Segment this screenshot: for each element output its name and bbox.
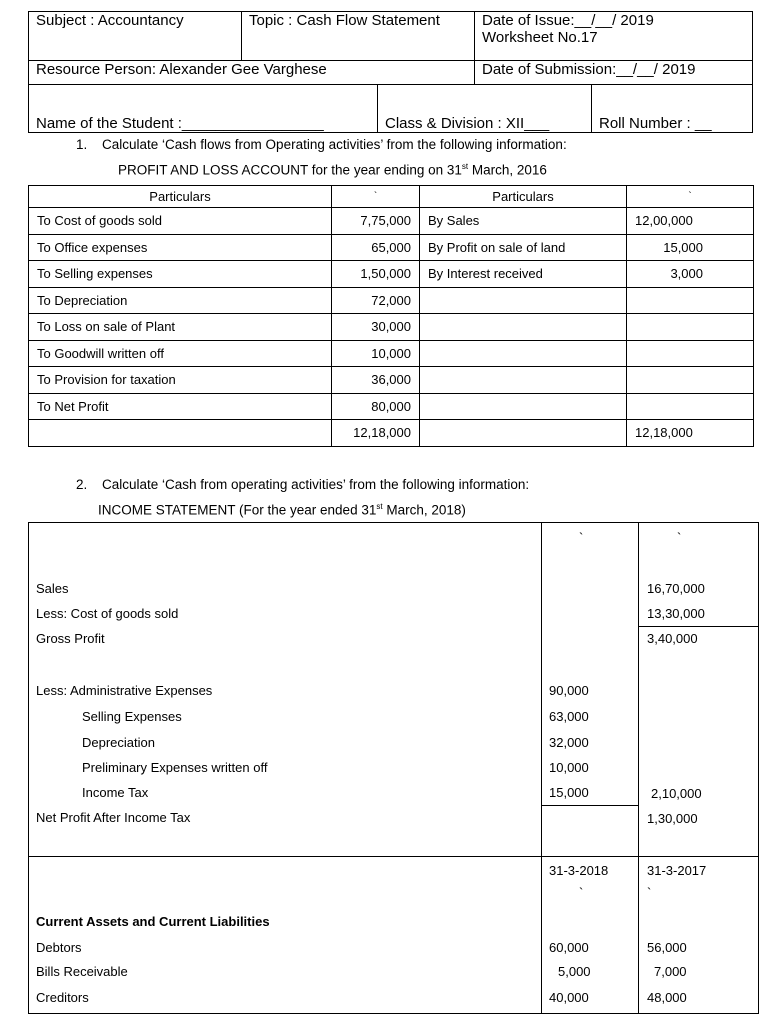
sales-label: Sales [36,581,69,596]
class-cell [378,85,592,133]
subject-cell [29,12,242,61]
expense-label: Preliminary Expenses written off [82,760,268,775]
submission-cell [475,61,753,85]
total-row [29,420,754,447]
date-col-2018: 31-3-2018 [549,863,609,878]
class-division: Class & Division : XII___ [385,115,550,132]
resource-person-cell [29,61,475,85]
amount-tick: ` [677,530,682,545]
ca-2017: 48,000 [647,990,687,1005]
table-row: To Cost of goods sold 7,75,000 By Sales 12,00,000 [29,208,754,235]
date-of-submission: Date of Submission:__/__/ 2019 [482,61,696,78]
roll-cell [592,85,753,133]
worksheet-number: Worksheet No.17 [482,29,598,46]
table-row: To Selling expenses 1,50,000 By Interest received 3,000 [29,261,754,288]
student-name: Name of the Student :_________________ [36,115,324,132]
amount-tick: ` [579,530,584,545]
roll-number: Roll Number : __ [599,115,712,132]
ca-label: Debtors [36,940,82,955]
date-of-issue: Date of Issue:__/__/ 2019 [482,12,654,29]
expense-label: Less: Administrative Expenses [36,683,213,698]
worksheet-header [28,11,753,61]
expense-label: Depreciation [82,735,155,750]
pl-title: PROFIT AND LOSS ACCOUNT for the year ending on 31st March, 2016 [118,162,547,178]
ca-label: Creditors [36,990,89,1005]
table-row: To Goodwill written off 10,000 [29,340,754,367]
amount-tick: ` [647,885,652,900]
ca-2018: 40,000 [549,990,589,1005]
expense-amount: 90,000 [549,683,589,698]
question-text: Calculate ‘Cash flows from Operating activities’ from the following information: [102,137,567,152]
table-header-row [29,186,754,208]
net-profit-label: Net Profit After Income Tax [36,810,191,825]
resource-person: Resource Person: Alexander Gee Varghese [36,61,327,78]
debit-particulars-header: Particulars [29,186,332,208]
cogs-amount: 13,30,000 [647,606,705,621]
amount-tick: ` [579,885,584,900]
student-row [28,84,753,133]
credit-particulars-header: Particulars [420,186,627,208]
gross-profit-label: Gross Profit [36,631,105,646]
debit-amount-header: ` [332,186,420,208]
sales-amount: 16,70,000 [647,581,705,596]
expenses-total: 2,10,000 [651,786,702,801]
expense-amount: 15,000 [549,785,589,800]
ca-2018: 60,000 [549,940,589,955]
table-row: To Net Profit 80,000 [29,393,754,420]
question-number: 1. [76,137,88,152]
income-statement-title: INCOME STATEMENT (For the year ended 31st March, 2018) [98,502,466,518]
expense-label: Income Tax [82,785,149,800]
cogs-label: Less: Cost of goods sold [36,606,179,621]
net-profit-amount: 1,30,000 [647,811,698,826]
ca-2017: 56,000 [647,940,687,955]
expense-amount: 63,000 [549,709,589,724]
total-credit: 12,18,000 [627,420,754,447]
expense-amount: 32,000 [549,735,589,750]
question-2 [76,477,529,492]
question-1 [76,137,567,152]
topic-cell [242,12,475,61]
expense-label: Selling Expenses [82,709,182,724]
ca-2017: 7,000 [654,964,687,979]
credit-amount-header: ` [627,186,754,208]
ca-heading: Current Assets and Current Liabilities [36,914,270,929]
table-row: To Office expenses 65,000 By Profit on sale of land 15,000 [29,234,754,261]
ca-2018: 5,000 [558,964,591,979]
question-number: 2. [76,477,88,492]
table-row: To Provision for taxation 36,000 [29,367,754,394]
expense-amount: 10,000 [549,760,589,775]
student-name-cell [29,85,378,133]
profit-loss-table [28,185,754,447]
issue-cell [475,12,753,61]
gross-profit-amount: 3,40,000 [647,631,698,646]
table-row: To Loss on sale of Plant 30,000 [29,314,754,341]
resource-row [28,60,753,85]
table-row: To Depreciation 72,000 [29,287,754,314]
ca-label: Bills Receivable [36,964,128,979]
subject: Subject : Accountancy [36,12,184,29]
topic: Topic : Cash Flow Statement [249,12,440,29]
total-debit: 12,18,000 [332,420,420,447]
question-text: Calculate ‘Cash from operating activities’ from the following information: [102,477,530,492]
date-col-2017: 31-3-2017 [647,863,707,878]
